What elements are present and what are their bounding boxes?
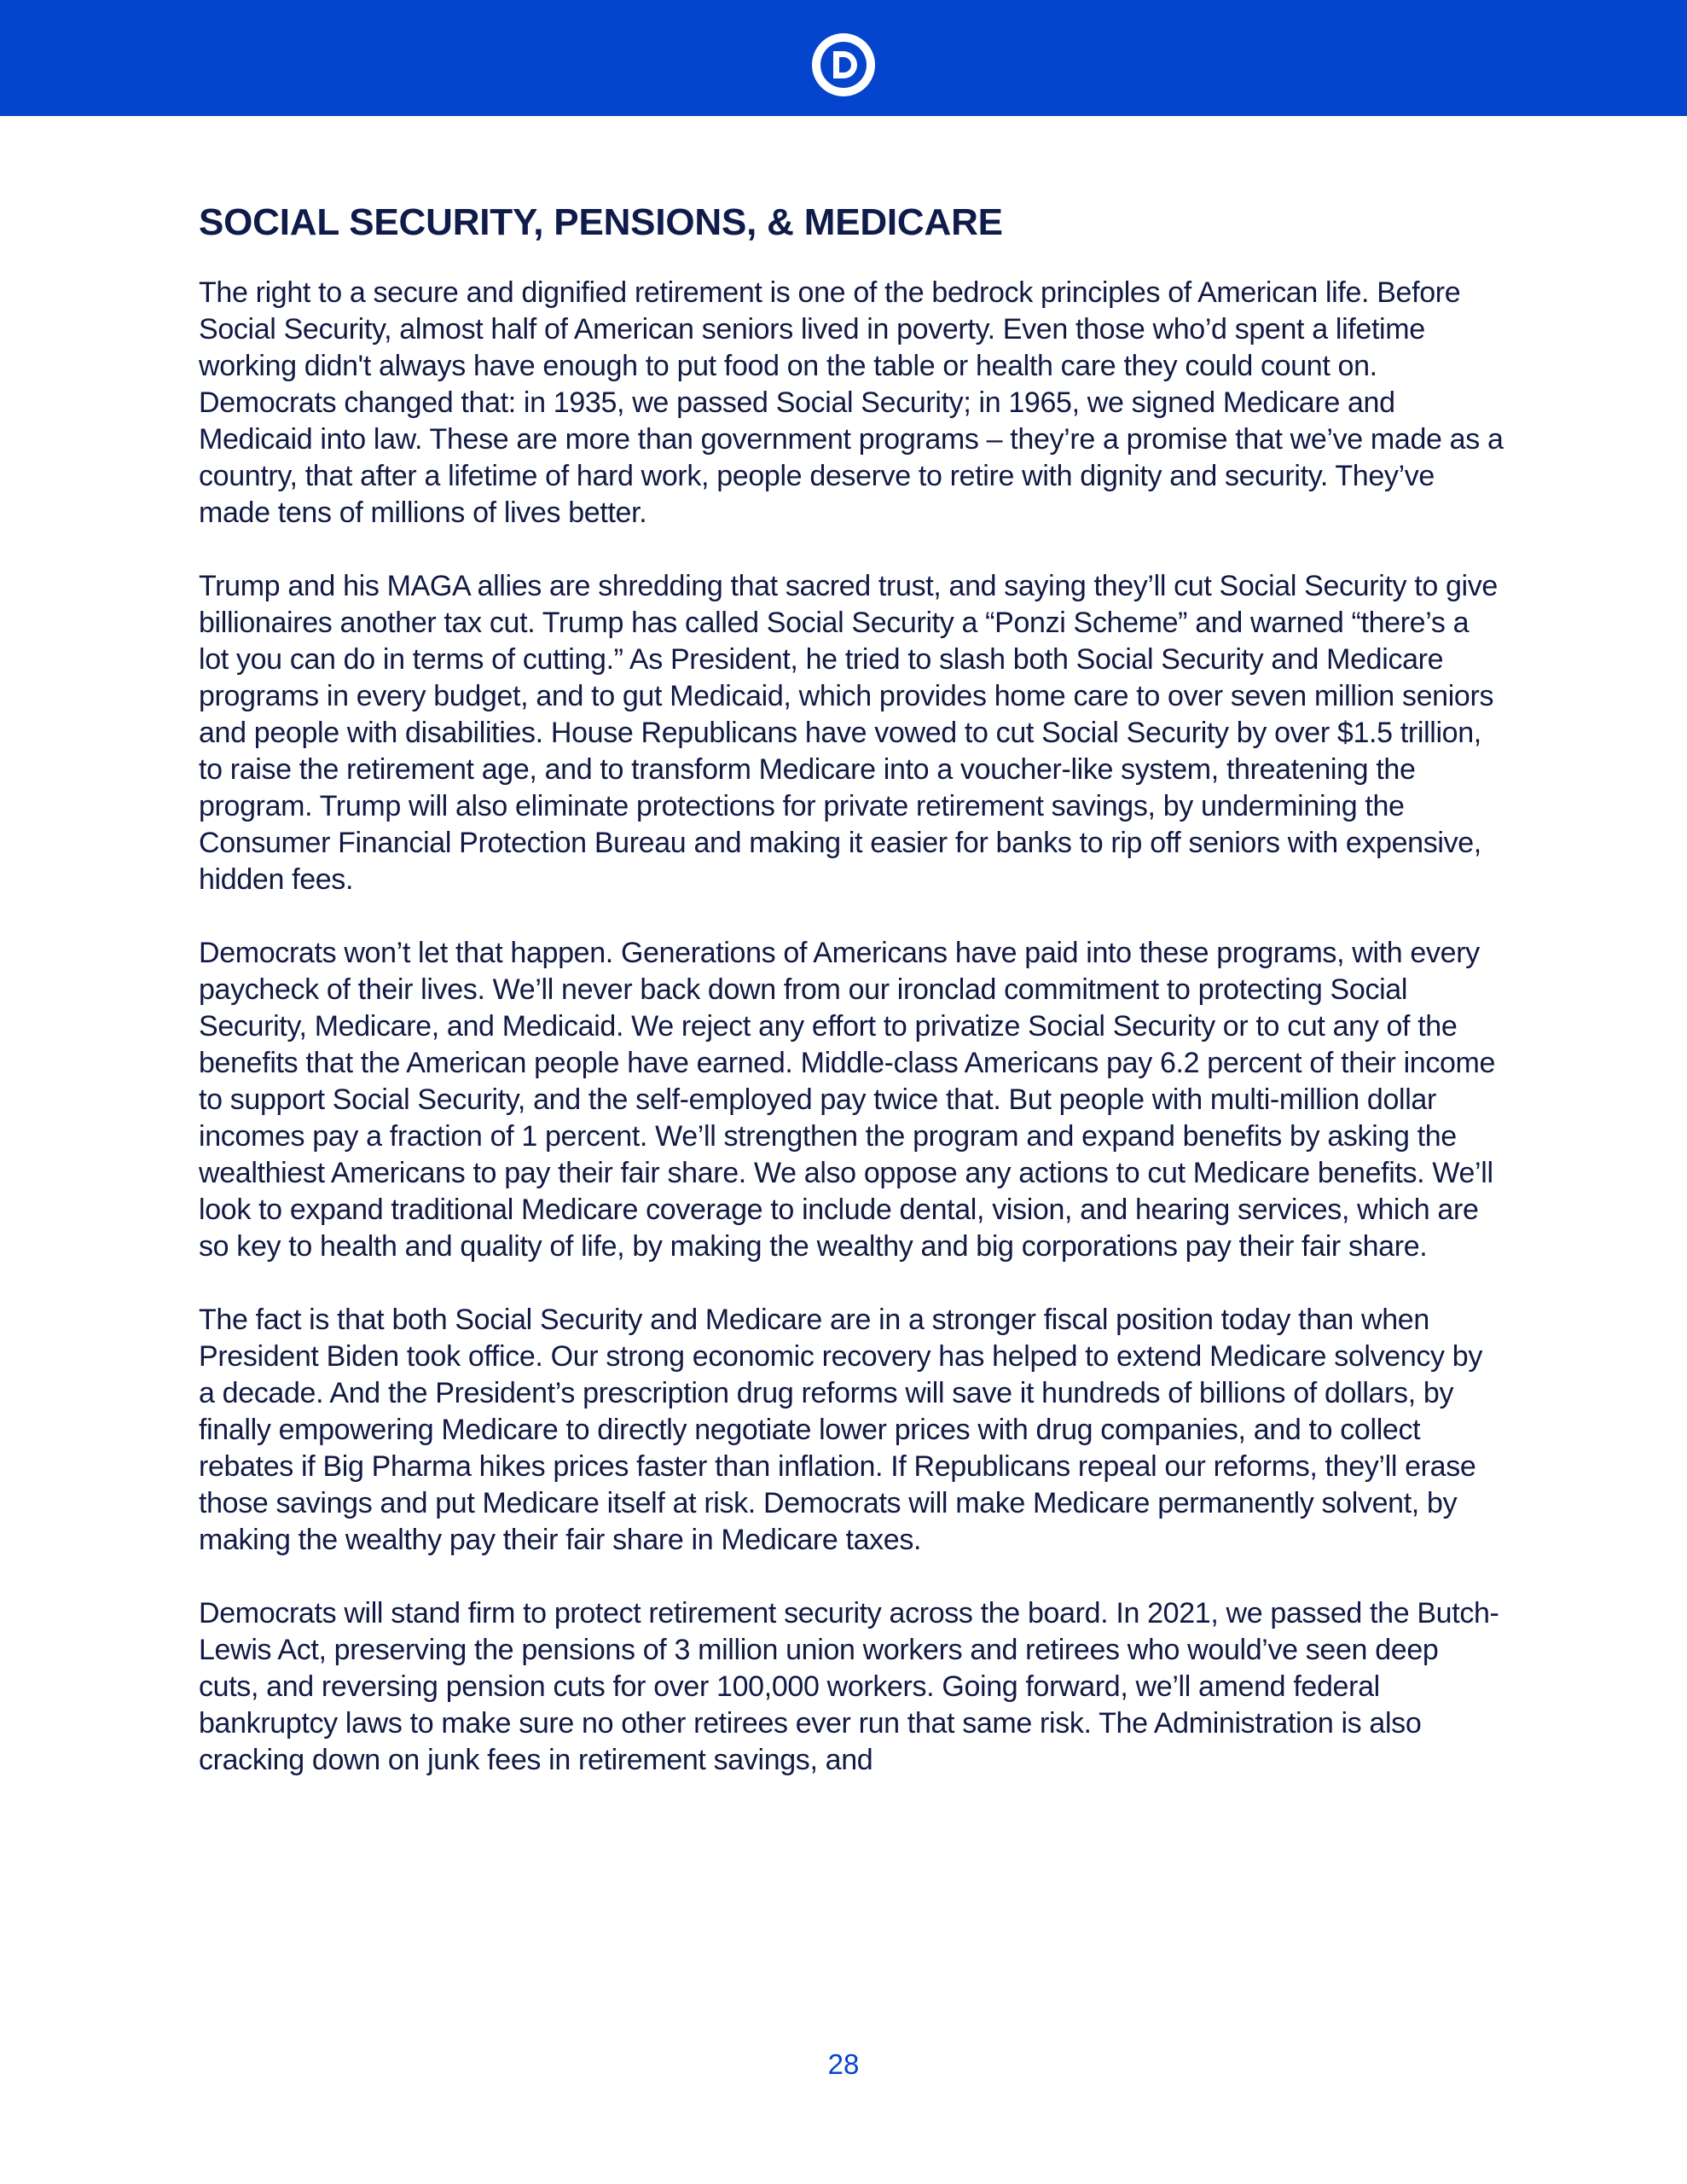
section-title: SOCIAL SECURITY, PENSIONS, & MEDICARE bbox=[199, 201, 1003, 243]
paragraph-maga-threats: Trump and his MAGA allies are shredding that sacred trust, and saying they’ll cut Social Security to give billionaires another tax cut. Trump has called Social Security a “Ponzi Scheme” and warned “there’s a lot you can do in terms of cutting.” As President, he tried to slash both Social Security and Medicare programs in every budget, and to gut Medicaid, which provides home care to over seven million seniors and people with disabilities. House Republicans have vowed to cut Social Security by over $1.5 trillion, to raise the retirement age, and to transform Medicare into a voucher-like system, threatening the program. Trump will also eliminate protections for private retirement savings, by undermining the Consumer Financial Protection Bureau and making it easier for banks to rip off seniors with expensive, hidden fees. bbox=[199, 570, 1498, 896]
paragraph-retirement-principles: The right to a secure and dignified retirement is one of the bedrock principles of American life. Before Social Security, almost half of American seniors lived in poverty. Even those who’d spent a lifetime working didn't always have enough to put food on the table or health care they could count on. Democrats changed that: in 1935, we passed Social Security; in 1965, we signed Medicare and Medicaid into law. These are more than government programs – they’re a promise that we’ve made as a country, that after a lifetime of hard work, people deserve to retire with dignity and security. They’ve made tens of millions of lives better. bbox=[199, 276, 1504, 529]
democratic-party-d-logo-icon bbox=[809, 31, 878, 99]
paragraph-fiscal-position: The fact is that both Social Security and Medicare are in a stronger fiscal position today than when President Biden took office. Our strong economic recovery has helped to extend Medicare solvency by a decade. And the President’s prescription drug reforms will save it hundreds of billions of dollars, by finally empowering Medicare to directly negotiate lower prices with drug companies, and to collect rebates if Big Pharma hikes prices faster than inflation. If Republicans repeal our reforms, they’ll erase those savings and put Medicare itself at risk. Democrats will make Medicare permanently solvent, by making the wealthy pay their fair share in Medicare taxes. bbox=[199, 1304, 1482, 1556]
header-bar bbox=[0, 0, 1687, 116]
paragraph-retirement-security: Democrats will stand firm to protect retirement security across the board. In 2021, we passed the Butch-Lewis Act, preserving the pensions of 3 million union workers and retirees who would’ve seen deep cuts, and reversing pension cuts for over 100,000 workers. Going forward, we’ll amend federal bankruptcy laws to make sure no other retirees ever run that same risk. The Administration is also cracking down on junk fees in retirement savings, and bbox=[199, 1597, 1499, 1776]
page-number: 28 bbox=[827, 2048, 860, 2080]
paragraph-democrats-commitment: Democrats won’t let that happen. Generations of Americans have paid into these programs, with every paycheck of their lives. We’ll never back down from our ironclad commitment to protecting Social Security, Medicare, and Medicaid. We reject any effort to privatize Social Security or to cut any of the benefits that the American people have earned. Middle-class Americans pay 6.2 percent of their income to support Social Security, and the self-employed pay twice that. But people with multi-million dollar incomes pay a fraction of 1 percent. We’ll strengthen the program and expand benefits by asking the wealthiest Americans to pay their fair share. We also oppose any actions to cut Medicare benefits. We’ll look to expand traditional Medicare coverage to include dental, vision, and hearing services, which are so key to health and quality of life, by making the wealthy and big corporations pay their fair share. bbox=[199, 937, 1496, 1263]
document-body bbox=[199, 193, 1504, 1779]
